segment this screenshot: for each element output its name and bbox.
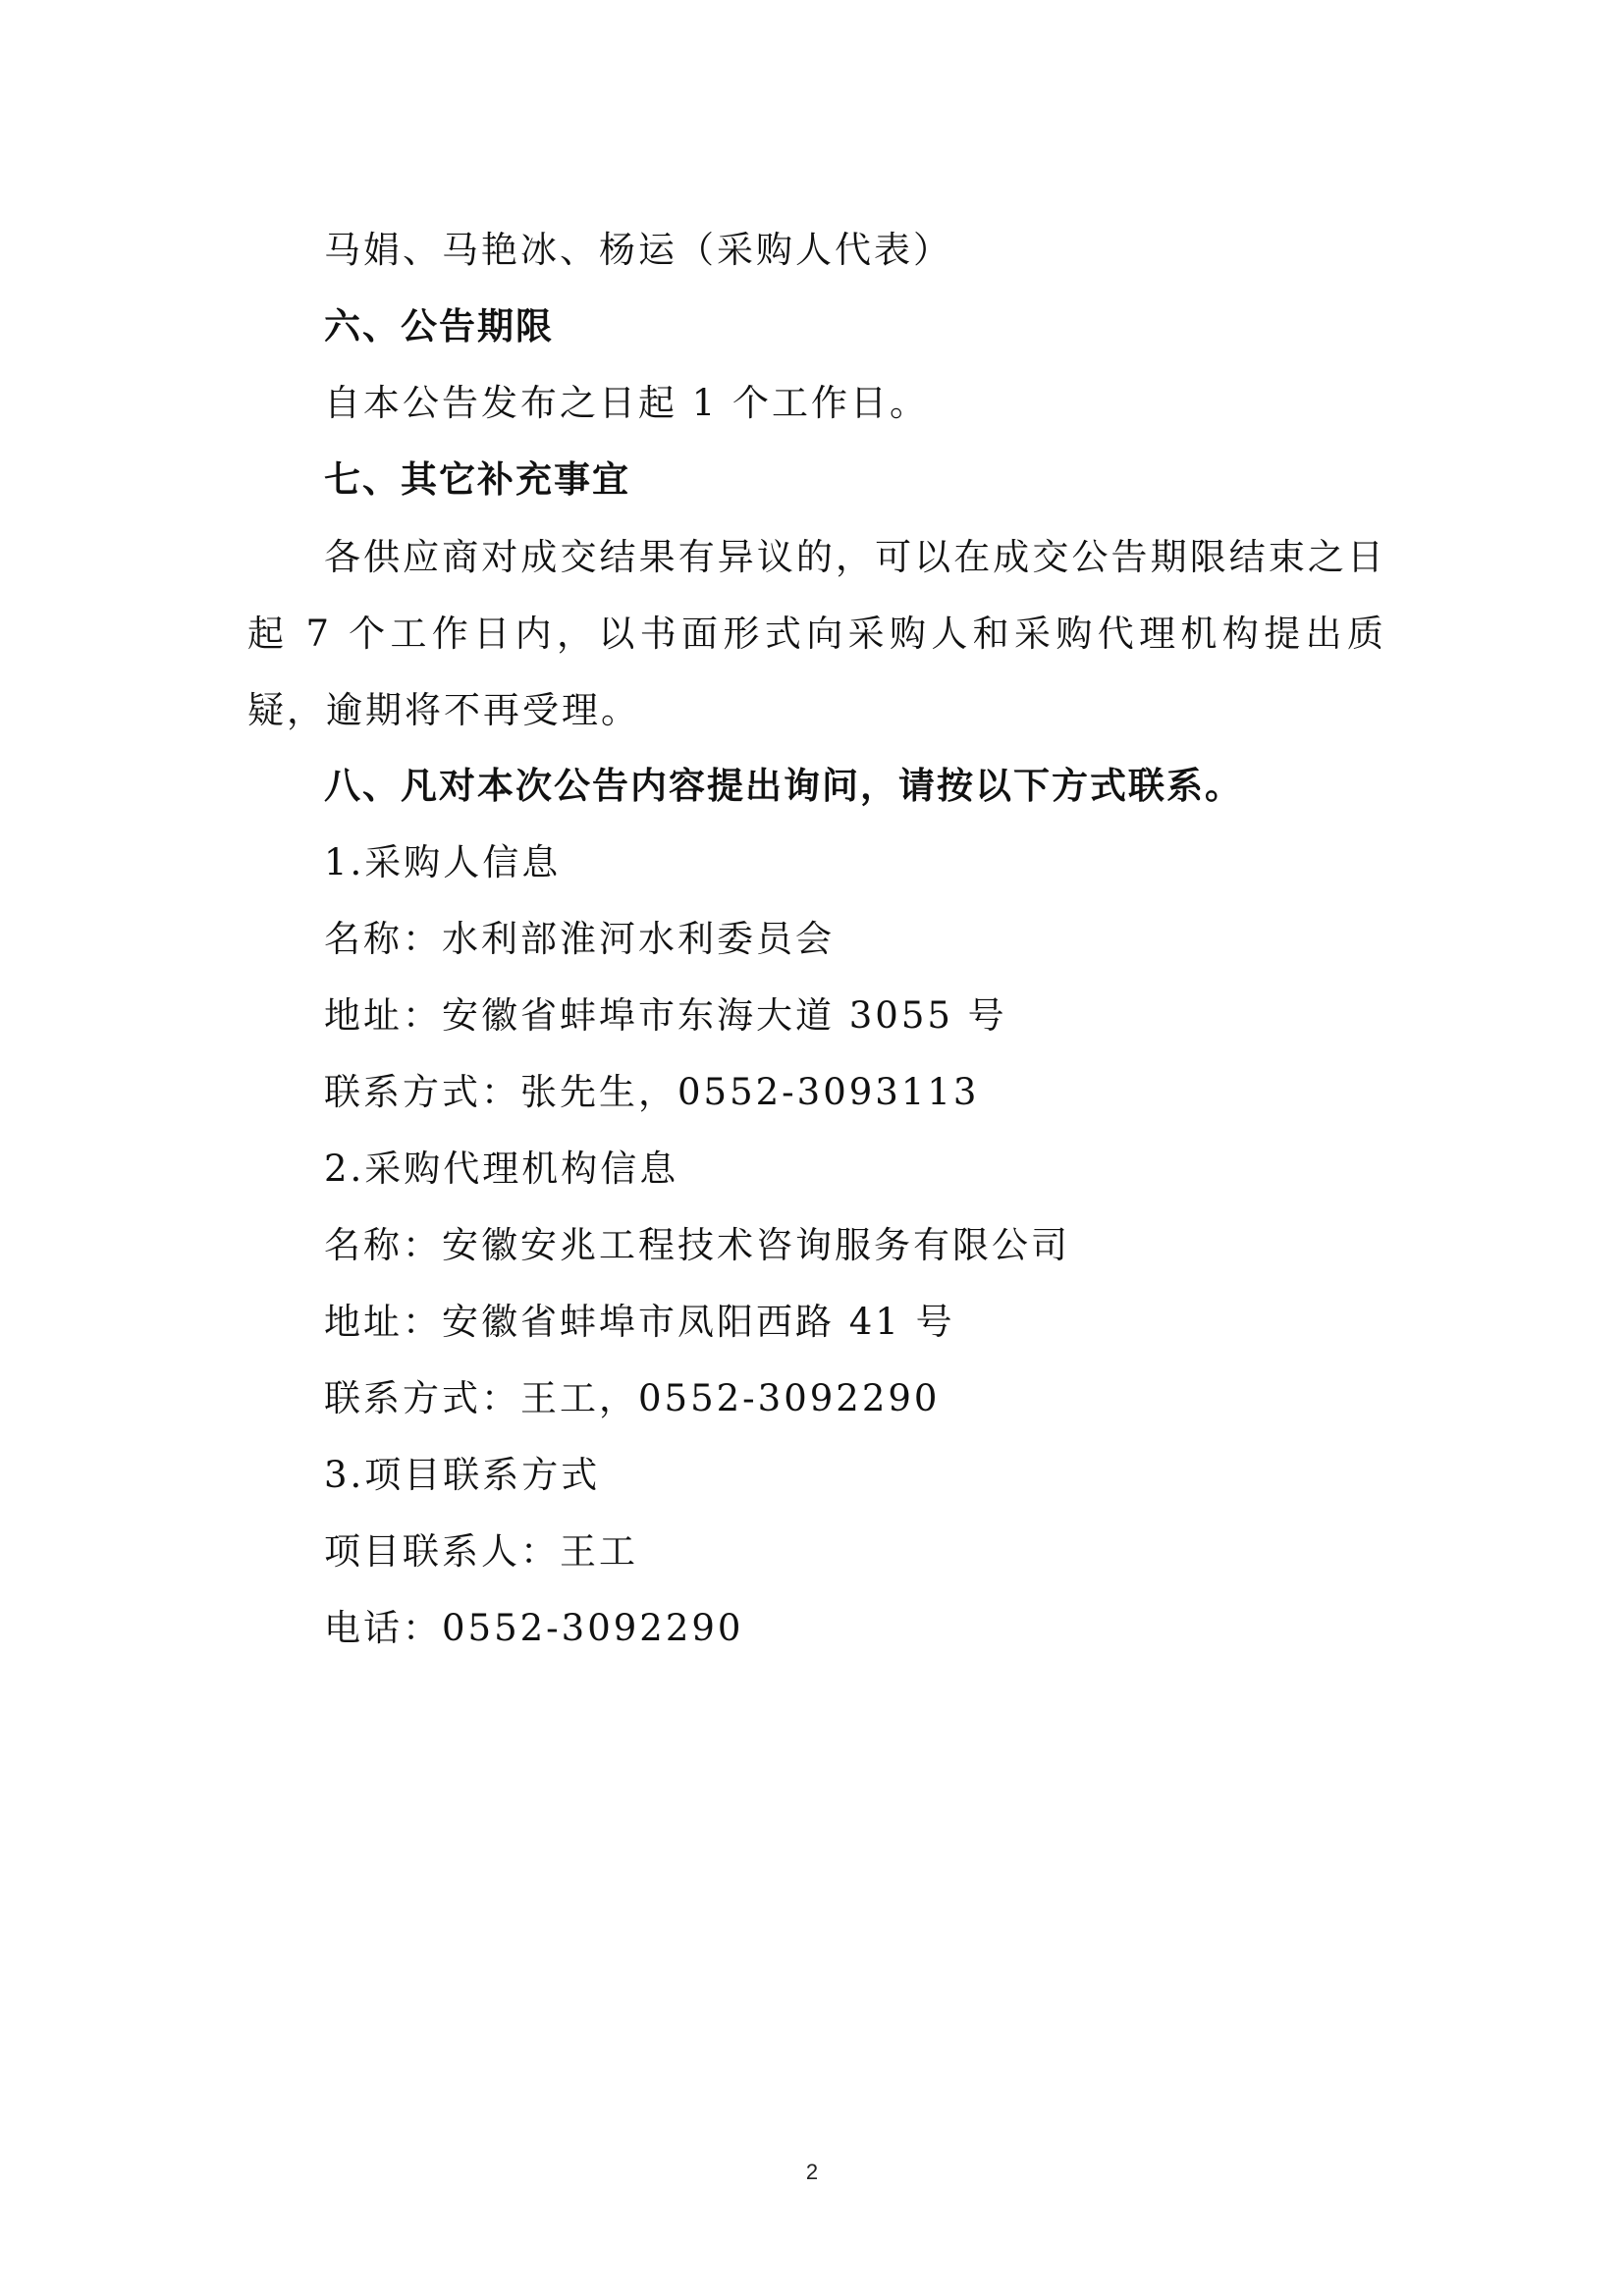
section-7-body: 各供应商对成交结果有异议的，可以在成交公告期限结束之日起 7 个工作日内，以书面形式向采购人和采购代理机构提出质疑，逾期将不再受理。 (247, 536, 1386, 731)
section-8-heading: 八、凡对本次公告内容提出询问，请按以下方式联系。 (324, 765, 1243, 807)
project-contact-person: 项目联系人：王工 (324, 1530, 638, 1573)
purchaser-info-heading: 1.采购人信息 (324, 841, 562, 883)
purchaser-contact: 联系方式：张先生，0552-3093113 (324, 1071, 980, 1113)
agency-info-heading: 2.采购代理机构信息 (324, 1148, 679, 1190)
purchaser-address: 地址：安徽省蚌埠市东海大道 3055 号 (324, 994, 1007, 1037)
project-contact-heading: 3.项目联系方式 (324, 1454, 601, 1496)
section-7-heading: 七、其它补充事宜 (324, 458, 630, 501)
purchaser-name: 名称：水利部淮河水利委员会 (324, 918, 835, 960)
agency-name: 名称：安徽安兆工程技术咨询服务有限公司 (324, 1224, 1070, 1266)
section-6-body: 自本公告发布之日起 1 个工作日。 (324, 382, 930, 424)
page-number: 2 (805, 2160, 819, 2184)
project-contact-phone: 电话：0552-3092290 (324, 1607, 744, 1649)
agency-contact: 联系方式：王工，0552-3092290 (324, 1377, 941, 1419)
evaluation-committee-members: 马娟、马艳冰、杨运（采购人代表） (324, 229, 952, 271)
section-6-heading: 六、公告期限 (324, 305, 554, 347)
agency-address: 地址：安徽省蚌埠市凤阳西路 41 号 (324, 1301, 955, 1343)
